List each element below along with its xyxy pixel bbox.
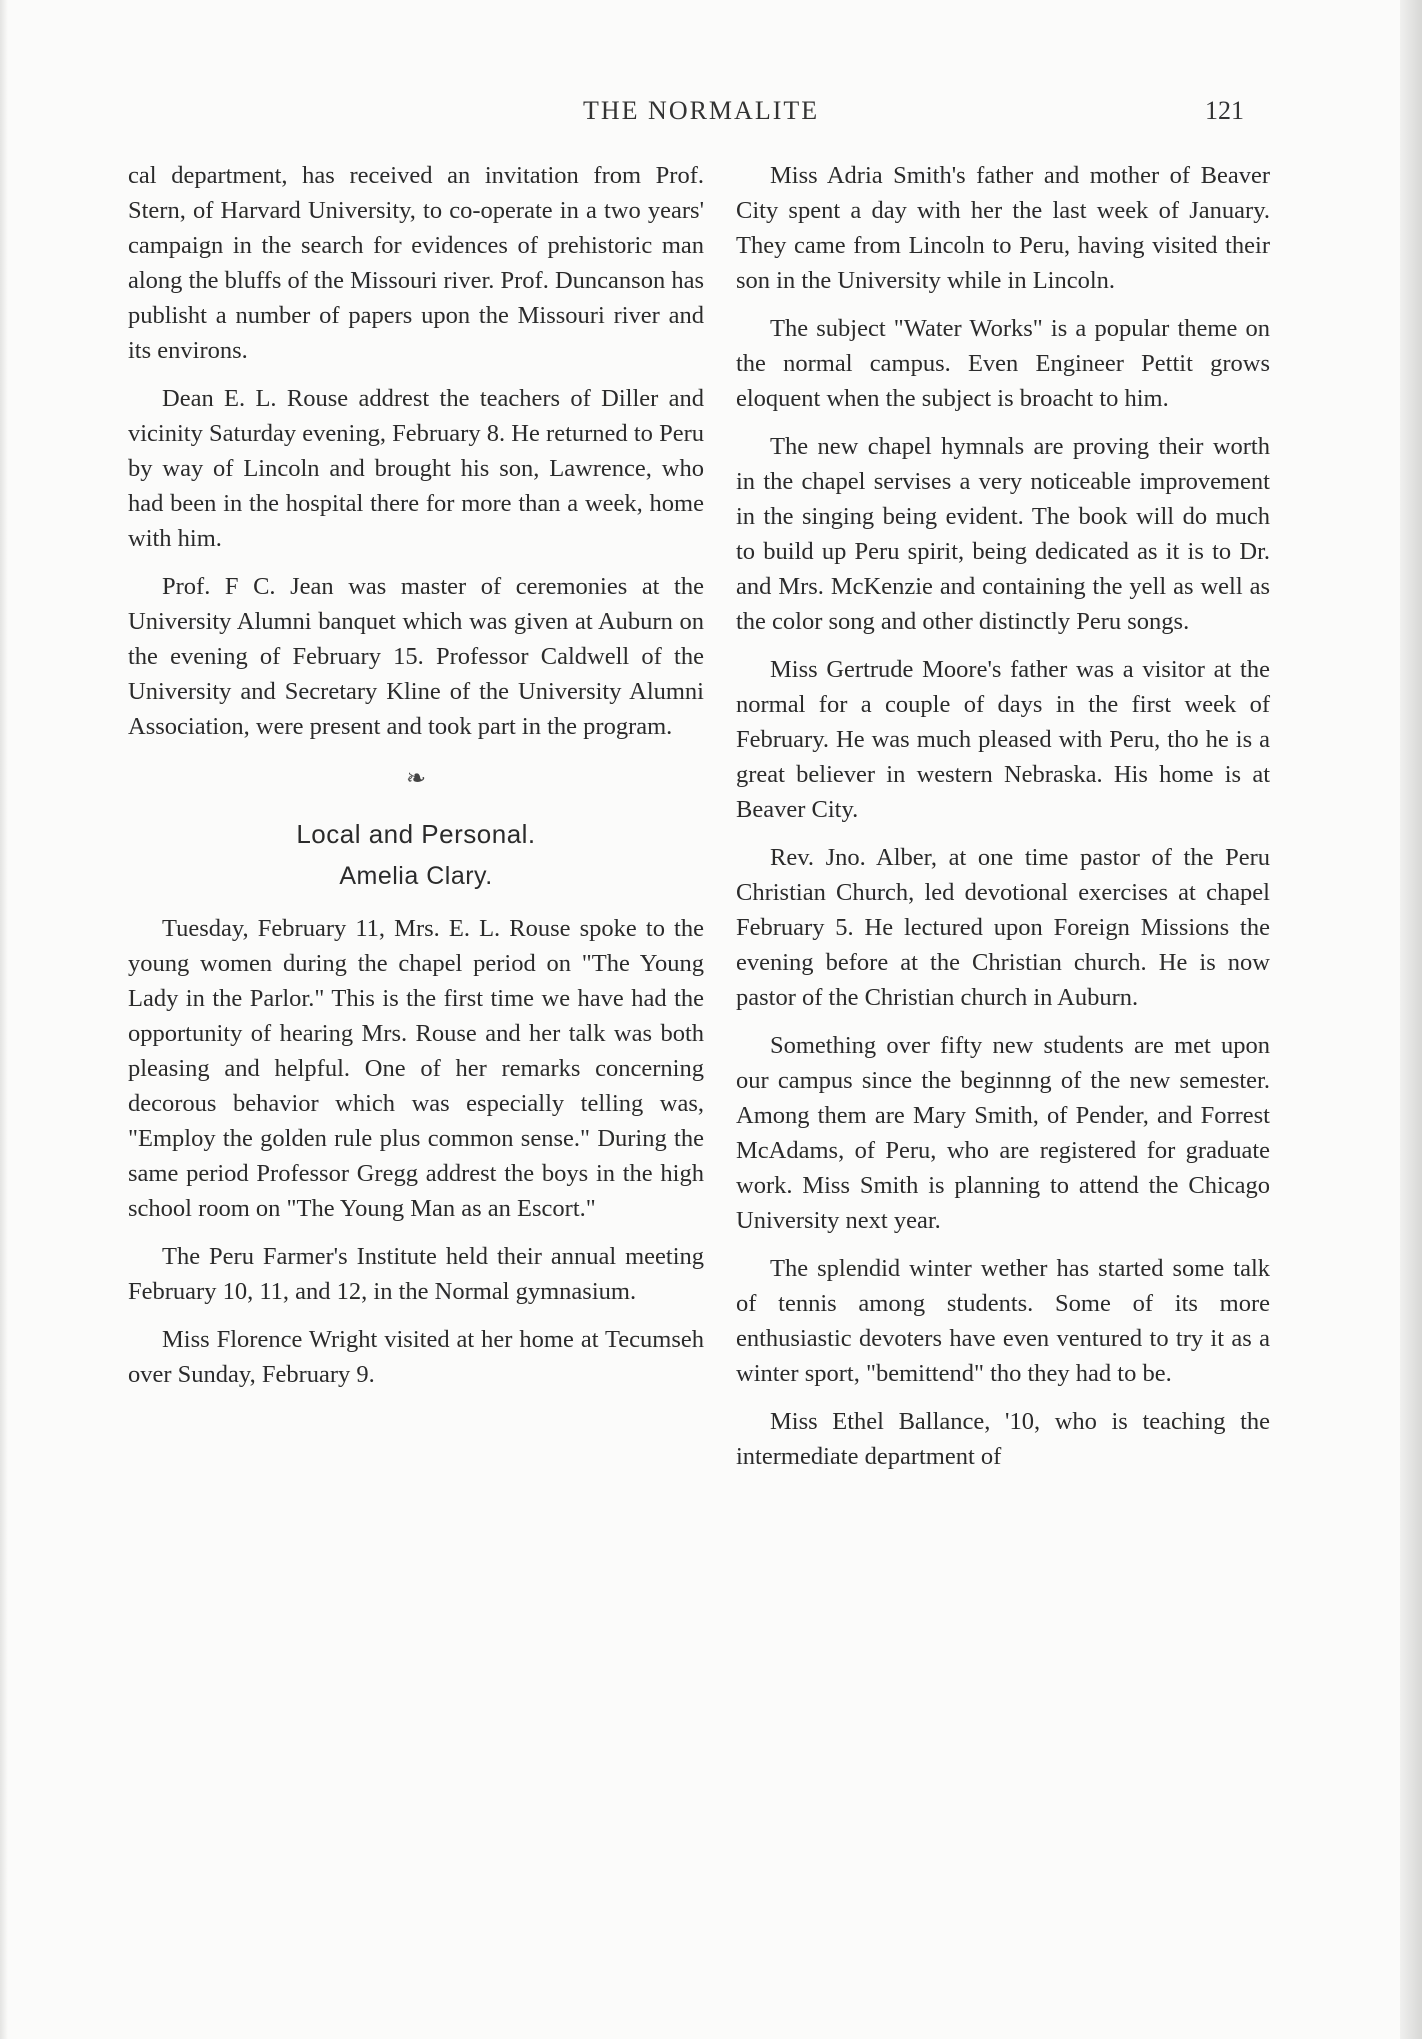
page-number: 121: [1205, 96, 1244, 125]
paragraph: Miss Gertrude Moore's father was a visitor at the normal for a couple of days in the first week of February. He was much pleased with Peru, tho he is a great believer in western Nebraska. His home is at Beaver City.: [736, 656, 1270, 823]
paragraph: Tuesday, February 11, Mrs. E. L. Rouse spoke to the young women during the chapel period on "The Young Lady in the Parlor." This is the first time we have had the opportunity of hearing Mrs. Rouse and her talk was both pleasing and helpful. One of her remarks concerning decorous behavior which was especially telling was, "Employ the golden rule plus common sense." During the same period Professor Gregg addrest the boys in the high school room on "The Young Man as an Escort.": [128, 915, 704, 1222]
page-header: [0, 96, 1422, 136]
paragraph: The new chapel hymnals are proving their worth in the chapel servises a very noticeable improvement in the singing being evident. The book will do much to build up Peru spirit, being dedicated as it is to Dr. and Mrs. McKenzie and containing the yell as well as the color song and other distinctly Peru songs.: [736, 433, 1270, 635]
paragraph: Something over fifty new students are met upon our campus since the beginnng of the new semester. Among them are Mary Smith, of Pender, and Forrest McAdams, of Peru, who are registered for graduate work. Miss Smith is planning to attend the Chicago University next year.: [736, 1032, 1270, 1234]
paragraph: cal department, has received an invitation from Prof. Stern, of Harvard University, to co-operate in a two years' campaign in the search for evidences of prehistoric man along the bluffs of the Missouri river. Prof. Duncanson has publisht a number of papers upon the Missouri river and its environs.: [128, 162, 704, 364]
running-title: THE NORMALITE: [583, 96, 820, 125]
paragraph: Miss Adria Smith's father and mother of Beaver City spent a day with her the last week of January. They came from Lincoln to Peru, having visited their son in the University while in Lincoln.: [736, 162, 1270, 294]
page-shadow-right: [1400, 0, 1422, 2039]
paragraph: The splendid winter wether has started some talk of tennis among students. Some of its more enthusiastic devoters have even ventured to try it as a winter sport, "bemittend" tho they had to be.: [736, 1255, 1270, 1387]
paragraph: Rev. Jno. Alber, at one time pastor of the Peru Christian Church, led devotional exercises at chapel February 5. He lectured upon Foreign Missions the evening before at the Christian church. He is now pastor of the Christian church in Auburn.: [736, 844, 1270, 1011]
section-title: Local and Personal.: [296, 819, 536, 849]
paragraph: Miss Ethel Ballance, '10, who is teaching the intermediate department of: [736, 1408, 1270, 1470]
page-shadow-left: [0, 0, 8, 2039]
ornament-icon: ❧: [405, 766, 427, 792]
paragraph: Dean E. L. Rouse addrest the teachers of Diller and vicinity Saturday evening, February 8. He returned to Peru by way of Lincoln and brought his son, Lawrence, who had been in the hospital there for more than a week, home with him.: [128, 385, 704, 552]
right-column: [736, 158, 1270, 1487]
paragraph: The Peru Farmer's Institute held their annual meeting February 10, 11, and 12, in the Normal gymnasium.: [128, 1243, 704, 1305]
paragraph: Prof. F C. Jean was master of ceremonies at the University Alumni banquet which was given at Auburn on the evening of February 15. Professor Caldwell of the University and Secretary Kline of the University Alumni Association, were present and took part in the program.: [128, 573, 704, 740]
author-byline: Amelia Clary.: [339, 862, 493, 890]
paragraph: The subject "Water Works" is a popular theme on the normal campus. Even Engineer Pettit grows eloquent when the subject is broacht to him.: [736, 315, 1270, 412]
left-column: [128, 158, 704, 1405]
paragraph: Miss Florence Wright visited at her home at Tecumseh over Sunday, February 9.: [128, 1326, 704, 1388]
